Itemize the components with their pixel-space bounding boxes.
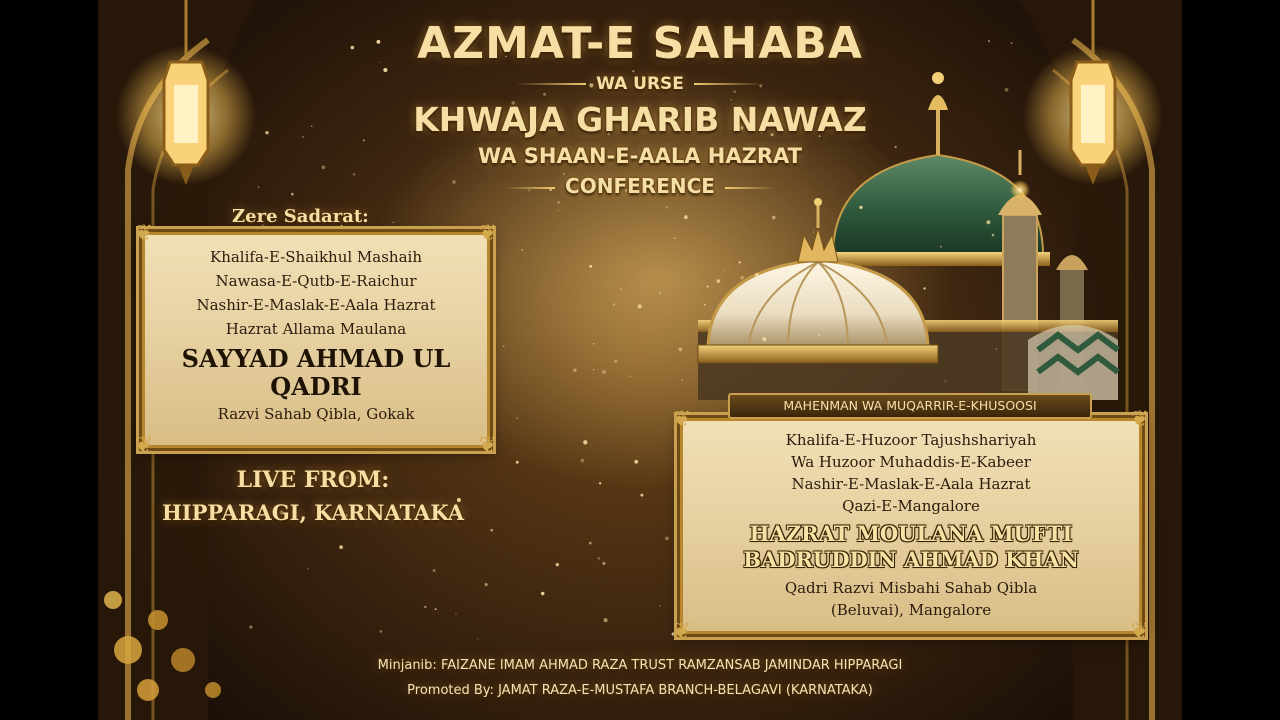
- sparkle: [634, 460, 638, 464]
- sparkle: [620, 288, 621, 289]
- sparkle: [674, 237, 676, 239]
- live-label: LIVE FROM:: [236, 467, 390, 493]
- minjanib-text: FAIZANE IMAM AHMAD RAZA TRUST RAMZANSAB JAMINDAR HIPPARAGI: [440, 658, 903, 673]
- sparkle: [503, 345, 504, 346]
- sparkle: [598, 557, 601, 560]
- title-line-4: CONFERENCE: [565, 174, 715, 198]
- sparkle: [859, 206, 862, 209]
- right-panel: [672, 407, 1150, 644]
- sparkle: [522, 249, 523, 250]
- corner-ornament-icon: ❦: [478, 221, 498, 246]
- footer-promoted: [98, 683, 1182, 698]
- sparkle: [557, 201, 560, 204]
- sparkle: [665, 536, 669, 540]
- corner-ornament-icon: ❦: [1130, 619, 1150, 644]
- sparkle: [599, 482, 601, 484]
- sparkle: [516, 461, 519, 464]
- left-title-line: Nawasa-E-Qutb-E-Raichur: [215, 272, 417, 290]
- sparkle: [455, 613, 456, 614]
- conference-line: [98, 174, 1182, 198]
- divider-left: [505, 187, 555, 189]
- sparkle: [638, 304, 642, 308]
- corner-ornament-icon: ❦: [672, 619, 692, 644]
- minjanib-label: Minjanib:: [377, 658, 437, 673]
- sparkle: [583, 440, 587, 444]
- right-title-line: Nashir-E-Maslak-E-Aala Hazrat: [791, 475, 1031, 493]
- sparkle: [581, 459, 585, 463]
- sparkle: [678, 347, 682, 351]
- sparkle: [632, 70, 634, 72]
- corner-ornament-icon: ❦: [134, 433, 154, 458]
- sparkle: [573, 369, 576, 372]
- sparkle: [380, 630, 383, 633]
- right-panel-heading: MAHENMAN WA MUQARRIR-E-KHUSOOSI: [728, 393, 1092, 419]
- sparkle: [604, 618, 608, 622]
- corner-ornament-icon: ❦: [1130, 407, 1150, 432]
- sparkle: [541, 592, 545, 596]
- sparkle: [593, 343, 594, 344]
- sparkle: [873, 287, 874, 288]
- sparkle: [684, 215, 688, 219]
- left-panel: [134, 221, 498, 458]
- speaker-name-2: BADRUDDIN AHMAD KHAN: [743, 547, 1079, 572]
- chief-guest-suffix: Razvi Sahab Qibla, Gokak: [217, 405, 415, 423]
- sparkle: [740, 276, 744, 280]
- right-title-line: Qazi-E-Mangalore: [842, 497, 980, 515]
- right-title-line: Khalifa-E-Huzoor Tajushshariyah: [785, 431, 1037, 449]
- left-panel-heading: Zere Sadarat:: [232, 206, 369, 227]
- sparkle: [602, 370, 606, 374]
- sparkle: [593, 369, 594, 370]
- speaker-suffix-1: Qadri Razvi Misbahi Sahab Qibla: [784, 579, 1038, 597]
- sparkle: [490, 529, 493, 532]
- chief-guest-name-2: QADRI: [270, 372, 362, 401]
- sparkle: [516, 418, 518, 420]
- right-title-line: Wa Huzoor Muhaddis-E-Kabeer: [791, 453, 1031, 471]
- sparkle: [589, 265, 592, 268]
- sparkle: [435, 608, 437, 610]
- speaker-name-1: HAZRAT MOULANA MUFTI: [749, 521, 1073, 546]
- sparkle: [433, 569, 436, 572]
- left-title-line: Hazrat Allama Maulana: [225, 320, 407, 338]
- sparkle: [424, 606, 426, 608]
- sparkle: [923, 287, 925, 289]
- promoted-text: JAMAT RAZA-E-MUSTAFA BRANCH-BELAGAVI (KARNATAKA): [498, 683, 873, 698]
- sparkle: [813, 231, 814, 232]
- sparkle: [727, 298, 730, 301]
- live-location: HIPPARAGI, KARNATAKA: [161, 500, 465, 525]
- divider-right: [694, 83, 764, 85]
- event-title: AZMAT-E SAHABA: [417, 18, 863, 69]
- sparkle: [659, 292, 661, 294]
- sparkle: [363, 139, 365, 141]
- sparkle: [986, 220, 990, 224]
- sparkle: [992, 234, 995, 237]
- title-line-wa-urse: [98, 74, 1182, 94]
- sparkle: [940, 246, 942, 248]
- title-line-2: KHWAJA GHARIB NAWAZ: [413, 100, 867, 139]
- corner-ornament-icon: ❦: [134, 221, 154, 246]
- sparkle: [556, 563, 560, 567]
- sparkle: [681, 380, 683, 382]
- sparkle: [666, 206, 668, 208]
- sparkle: [339, 545, 343, 549]
- sparkle: [762, 337, 766, 341]
- sparkle: [640, 494, 643, 497]
- sparkle: [707, 285, 709, 287]
- sparkle: [704, 304, 705, 305]
- sparkle: [477, 638, 478, 639]
- footer-minjanib: [98, 658, 1182, 673]
- sparkle: [818, 334, 820, 336]
- sparkle: [772, 216, 776, 220]
- sparkle: [485, 583, 488, 586]
- divider-right: [725, 187, 775, 189]
- sparkle: [589, 542, 592, 545]
- sparkle: [630, 376, 632, 378]
- title-line-1: WA URSE: [596, 74, 684, 94]
- sparkle: [659, 605, 660, 606]
- sparkle: [996, 348, 997, 349]
- title-line-3: WA SHAAN-E-AALA HAZRAT: [478, 144, 802, 168]
- corner-ornament-icon: ❦: [672, 407, 692, 432]
- sparkle: [723, 270, 724, 271]
- left-title-line: Nashir-E-Maslak-E-Aala Hazrat: [196, 296, 436, 314]
- promoted-label: Promoted By:: [407, 683, 494, 698]
- sparkle: [613, 303, 615, 305]
- chief-guest-name-1: SAYYAD AHMAD UL: [181, 344, 451, 373]
- sparkle: [716, 279, 720, 283]
- sparkle: [307, 568, 308, 569]
- sparkle: [602, 562, 605, 565]
- sparkle: [945, 380, 946, 381]
- conference-poster: [98, 0, 1182, 720]
- corner-ornament-icon: ❦: [478, 433, 498, 458]
- sparkle: [249, 626, 252, 629]
- left-title-line: Khalifa-E-Shaikhul Mashaih: [210, 248, 422, 266]
- sparkle: [558, 210, 559, 211]
- sparkle: [755, 273, 759, 277]
- sparkle: [614, 360, 617, 363]
- speaker-suffix-2: (Beluvai), Mangalore: [830, 601, 992, 619]
- divider-left: [516, 83, 586, 85]
- sparkle: [739, 261, 741, 263]
- sparkle: [393, 222, 394, 223]
